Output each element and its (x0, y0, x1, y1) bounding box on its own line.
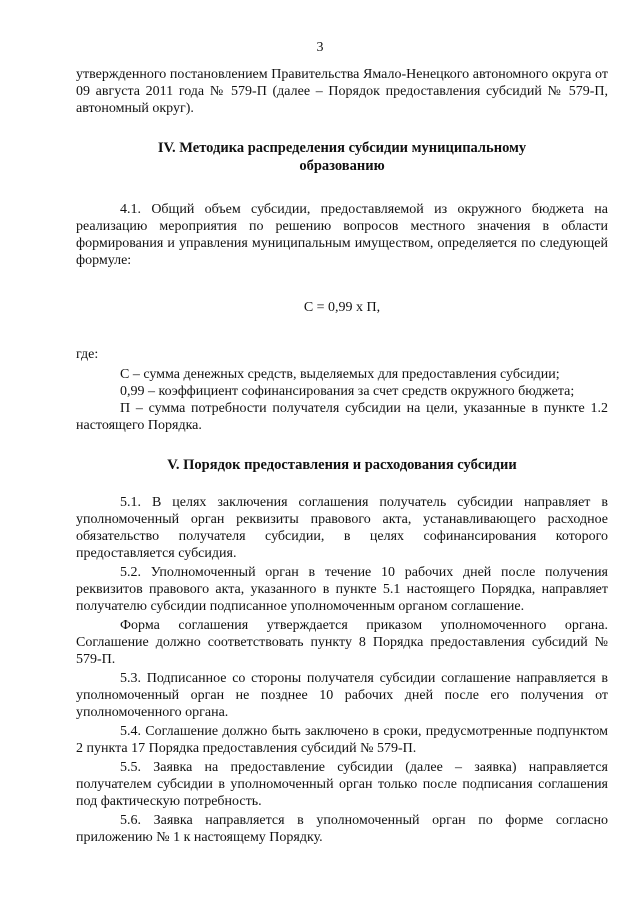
document-body (76, 66, 608, 846)
definition-coefficient: 0,99 – коэффициент софинансирования за счет средств окружного бюджета; (120, 384, 575, 399)
definition-c: С – сумма денежных средств, выделяемых для предоставления субсидии; (120, 367, 560, 382)
definition-p: П – сумма потребности получателя субсидии на цели, указанные в пункте 1.2 настоящего Порядка. (76, 401, 608, 433)
paragraph-5-6: 5.6. Заявка направляется в уполномоченный орган по форме согласно приложению № 1 к настоящему Порядку. (76, 813, 608, 845)
paragraph-5-3: 5.3. Подписанное со стороны получателя субсидии соглашение направляется в уполномоченный орган не позднее 10 рабочих дней после его получения от уполномоченного органа. (76, 671, 608, 720)
section-5-heading: V. Порядок предоставления и расходования субсидии (167, 457, 517, 473)
paragraph-5-2: 5.2. Уполномоченный орган в течение 10 рабочих дней после получения реквизитов правового акта, указанного в пункте 5.1 настоящего Порядка, направляет получателю субсидии подписанное уполномоченным органом соглашение. (76, 565, 608, 614)
where-label: где: (76, 347, 99, 362)
paragraph-4-1: 4.1. Общий объем субсидии, предоставляемой из окружного бюджета на реализацию мероприятия по решению вопросов местного значения в области формирования и управления муниципальным имуществом, определяется по следующей формуле: (76, 202, 608, 268)
paragraph-5-4: 5.4. Соглашение должно быть заключено в сроки, предусмотренные подпунктом 2 пункта 17 Порядка предоставления субсидий № 579-П. (76, 724, 608, 756)
intro-paragraph: утвержденного постановлением Правительства Ямало-Ненецкого автономного округа от 09 августа 2011 года № 579-П (далее – Порядок предоставления субсидий № 579-П, автономный округ). (76, 67, 608, 116)
paragraph-5-5: 5.5. Заявка на предоставление субсидии (далее – заявка) направляется получателем субсидии в уполномоченный орган только после подписания соглашения под фактическую потребность. (76, 760, 608, 809)
paragraph-5-1: 5.1. В целях заключения соглашения получатель субсидии направляет в уполномоченный орган реквизиты правового акта, устанавливающего расходное обязательство получателя субсидии, в целях софинансирования которого предоставляется субсидия. (76, 495, 608, 561)
section-4-heading: IV. Методика распределения субсидии муниципальному образованию (157, 140, 527, 174)
paragraph-5-2-form: Форма соглашения утверждается приказом уполномоченного органа. Соглашение должно соответствовать пункту 8 Порядка предоставления субсидий № 579-П. (76, 618, 608, 667)
formula: С = 0,99 х П, (303, 300, 381, 315)
page-number: 3 (316, 40, 324, 55)
